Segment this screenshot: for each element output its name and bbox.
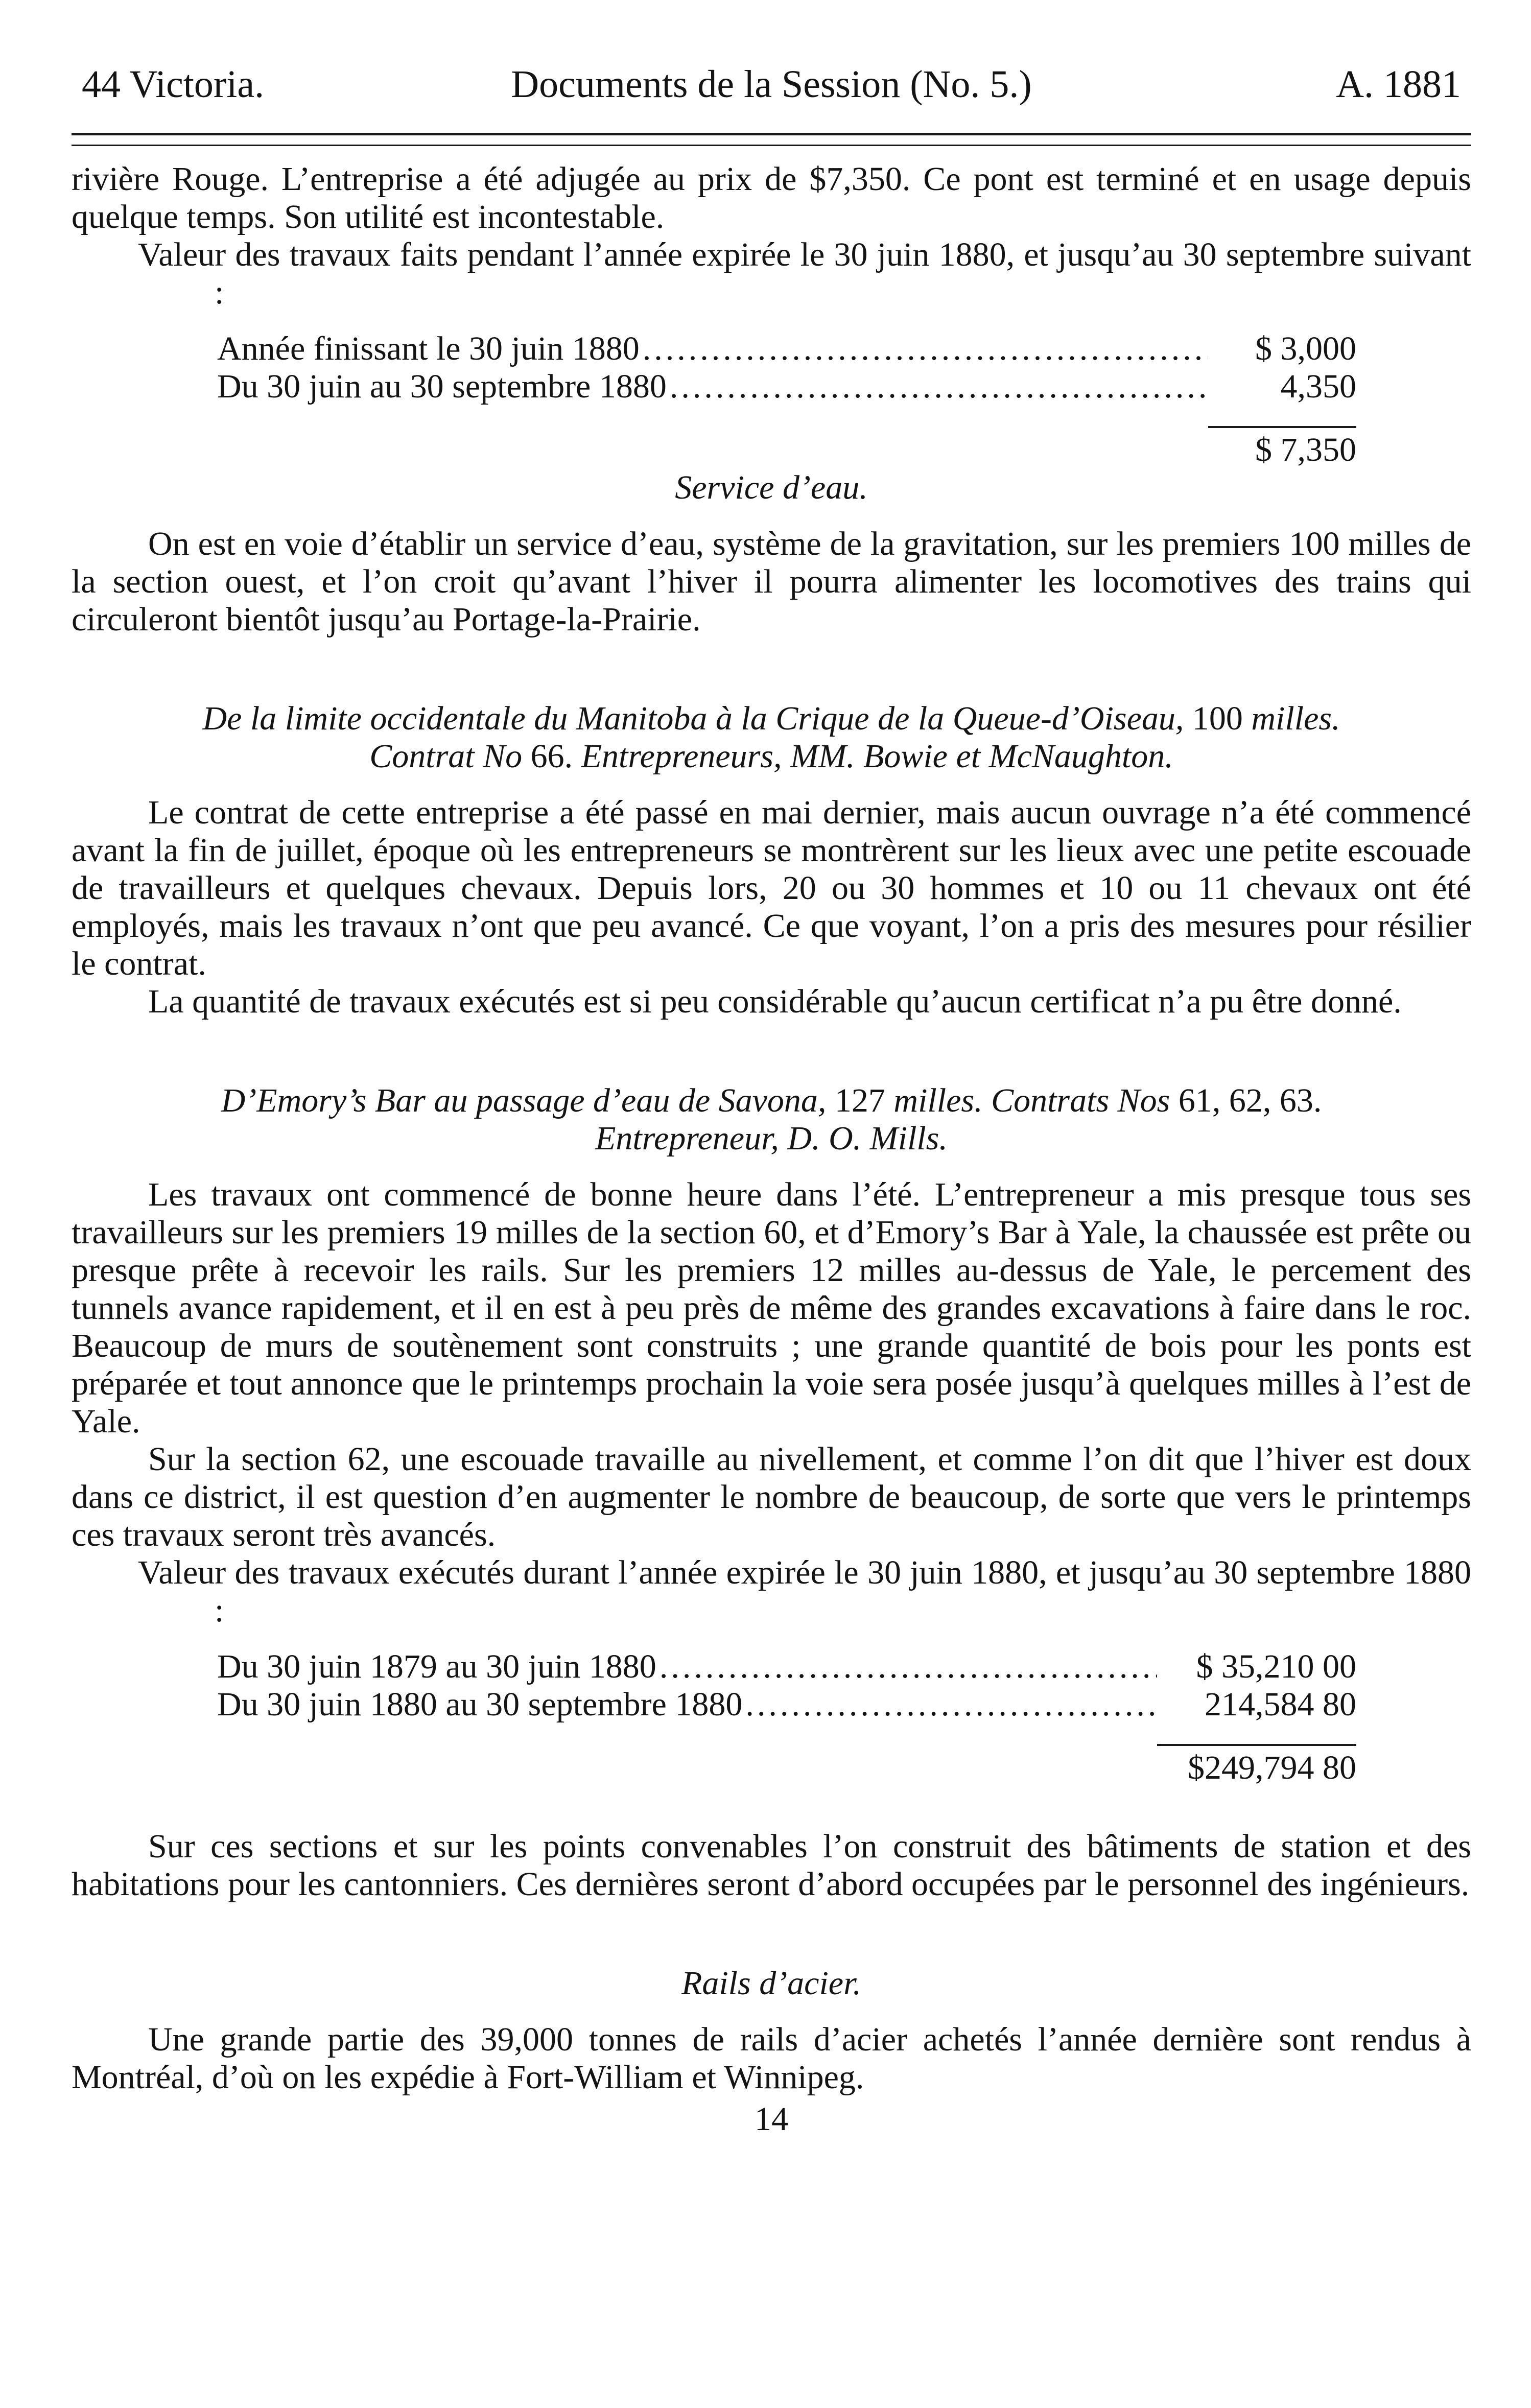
ledger-row-amount: 214,584 80 (1205, 1686, 1356, 1723)
ledger-row-label: Du 30 juin 1879 au 30 juin 1880 (217, 1648, 656, 1685)
intro-paragraph-2: Valeur des travaux faits pendant l’année expirée le 30 juin 1880, et jusqu’au 30 septembre suivant : (138, 236, 1471, 311)
paragraph-rails: Une grande partie des 39,000 tonnes de rails d’acier achetés l’année dernière sont rendus à Montréal, d’où on les expédie à Fort-William et Winnipeg. (72, 2021, 1471, 2096)
leader-dots (640, 330, 1208, 368)
header-center: Documents de la Session (No. 5.) (511, 63, 1032, 106)
document-page (72, 51, 1471, 2138)
ledger-total-amount: $ 7,350 (1255, 431, 1356, 468)
leader-dots (742, 1686, 1157, 1724)
paragraph-emory-1: Les travaux ont commencé de bonne heure dans l’été. L’entrepreneur a mis presque tous ses travailleurs sur les premiers 19 milles de la section 60, et d’Emory’s Bar à Yale, la chaussée est prête ou presque prête à recevoir les rails. Sur les premiers 12 milles au-dessus de Yale, le percement des tunnels avance rapidement, et il en est à peu près de même des grandes excavations à faire dans le roc. Beaucoup de murs de soutènement sont construits ; une grande quantité de bois pour les ponts est préparée et tout annonce que le printemps prochain la voie sera posée jusqu’à quelques milles à l’est de Yale. (72, 1176, 1471, 1440)
header-right: A. 1881 (1336, 63, 1461, 106)
leader-dots (656, 1648, 1157, 1686)
section-heading-service-eau: Service d’eau. (675, 469, 868, 506)
paragraph-closing: Sur ces sections et sur les points convenables l’on construit des bâtiments de station et des habitations pour les cantonniers. Ces dernières seront d’abord occupées par le personnel des ingénieurs. (72, 1828, 1471, 1903)
section-heading-manitoba: De la limite occidentale du Manitoba à la Crique de la Queue-d’Oiseau, 100 milles. Contrat No 66. Entrepreneurs, MM. Bowie et McNaughton. (202, 700, 1340, 775)
ledger-row (217, 1686, 1356, 1724)
section-heading-emory: D’Emory’s Bar au passage d’eau de Savona, 127 milles. Contrats Nos 61, 62, 63. Entrepreneur, D. O. Mills. (221, 1082, 1322, 1157)
ledger-row (217, 1648, 1356, 1686)
page-number: 14 (755, 2100, 788, 2138)
paragraph-emory-2: Sur la section 62, une escouade travaille au nivellement, et comme l’on dit que l’hiver est doux dans ce district, il est question d’en augmenter le nombre de beaucoup, de sorte que vers le printemps ces travaux seront très avancés. (72, 1441, 1471, 1553)
running-header (72, 51, 1471, 117)
leader-dots (667, 368, 1208, 406)
paragraph-manitoba-1: Le contrat de cette entreprise a été passé en mai dernier, mais aucun ouvrage n’a été commencé avant la fin de juillet, époque où les entrepreneurs se montrèrent sur les lieux avec une petite escouade de travailleurs et quelques chevaux. Depuis lors, 20 ou 30 hommes et 10 ou 11 chevaux ont été employés, mais les travaux n’ont que peu avancé. Ce que voyant, l’on a pris des mesures pour résilier le contrat. (72, 794, 1471, 982)
ledger-row-amount: 4,350 (1280, 368, 1356, 405)
ledger-row (217, 330, 1356, 368)
intro-paragraph-1: rivière Rouge. L’entreprise a été adjugée au prix de $7,350. Ce pont est terminé et en usage depuis quelque temps. Son utilité est incontestable. (72, 160, 1471, 235)
paragraph-service-eau: On est en voie d’établir un service d’eau, système de la gravitation, sur les premiers 100 milles de la section ouest, et l’on croit qu’avant l’hiver il pourra alimenter les locomotives des trains qui circuleront bientôt jusqu’au Portage-la-Prairie. (72, 525, 1471, 638)
ledger-row (217, 368, 1356, 406)
header-rule (72, 133, 1471, 146)
ledger-row-label: Du 30 juin 1880 au 30 septembre 1880 (217, 1686, 743, 1723)
header-left: 44 Victoria. (82, 63, 265, 106)
ledger-row-amount: $ 3,000 (1255, 330, 1356, 367)
paragraph-emory-3: Valeur des travaux exécutés durant l’année expirée le 30 juin 1880, et jusqu’au 30 septembre 1880 : (138, 1554, 1471, 1629)
ledger-total (217, 424, 1356, 469)
ledger-total-amount: $249,794 80 (1188, 1749, 1356, 1786)
ledger-row-label: Du 30 juin au 30 septembre 1880 (217, 368, 667, 405)
ledger-row-amount: $ 35,210 00 (1196, 1648, 1356, 1685)
section-heading-rails: Rails d’acier. (681, 1965, 861, 2002)
ledger-total (217, 1742, 1356, 1787)
paragraph-manitoba-2: La quantité de travaux exécutés est si peu considérable qu’aucun certificat n’a pu être donné. (148, 983, 1402, 1020)
ledger-row-label: Année finissant le 30 juin 1880 (217, 330, 640, 367)
ledger-valeur-emory (217, 1648, 1356, 1787)
ledger-valeur-1880 (217, 330, 1356, 469)
